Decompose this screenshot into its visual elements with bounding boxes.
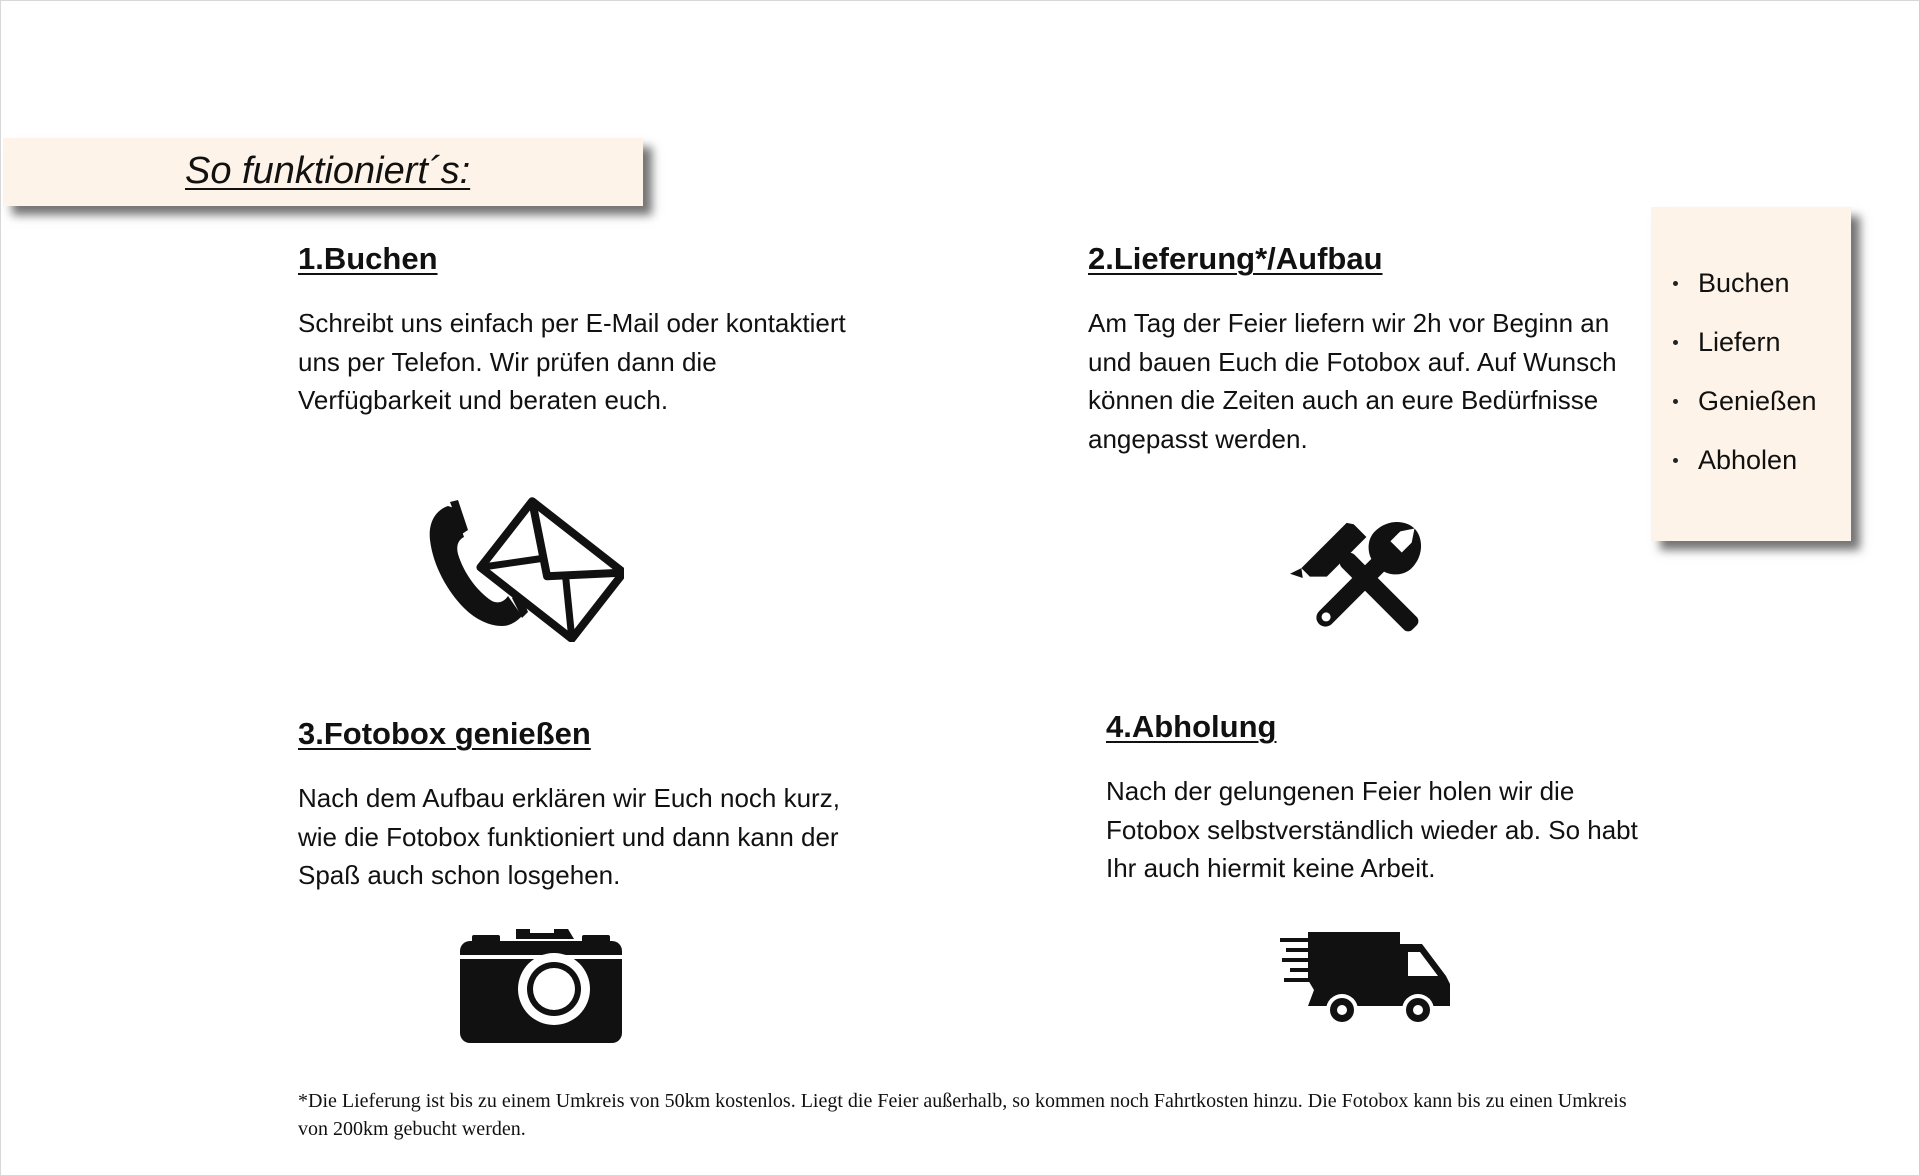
phone-mail-icon	[424, 492, 624, 642]
tools-icon	[1290, 503, 1440, 653]
step-fotobox-geniessen	[298, 716, 858, 895]
step-description: Nach dem Aufbau erklären wir Euch noch kurz, wie die Fotobox funktioniert und dann kann der Spaß auch schon losgehen.	[298, 783, 840, 890]
step-heading: 2.Lieferung*/Aufbau	[1088, 241, 1383, 276]
truck-icon	[1280, 930, 1450, 1030]
title-banner	[3, 138, 643, 206]
steps-summary-list	[1671, 254, 1817, 490]
steps-summary-box	[1651, 207, 1851, 541]
step-buchen	[298, 241, 858, 420]
step-abholung	[1106, 709, 1666, 888]
delivery-footnote: *Die Lieferung ist bis zu einem Umkreis von 50km kostenlos. Liegt die Feier außerhalb, so kommen noch Fahrtkosten hinzu. Die Fotobox kann bis zu einen Umkreis von 200km gebucht werden.	[298, 1090, 1627, 1140]
step-heading: 4.Abholung	[1106, 709, 1277, 744]
page-title: So funktioniert´s:	[185, 150, 471, 192]
step-heading: 1.Buchen	[298, 241, 438, 276]
step-heading: 3.Fotobox genießen	[298, 716, 591, 751]
step-lieferung	[1088, 241, 1648, 458]
summary-item-abholen: Abholen	[1671, 431, 1817, 490]
summary-item-liefern: Liefern	[1671, 313, 1817, 372]
step-description: Am Tag der Feier liefern wir 2h vor Beginn an und bauen Euch die Fotobox auf. Auf Wunsch können die Zeiten auch an eure Bedürfnisse angepasst werden.	[1088, 308, 1617, 454]
step-description: Nach der gelungenen Feier holen wir die Fotobox selbstverständlich wieder ab. So habt Ihr auch hiermit keine Arbeit.	[1106, 776, 1638, 883]
step-description: Schreibt uns einfach per E-Mail oder kontaktiert uns per Telefon. Wir prüfen dann die Verfügbarkeit und beraten euch.	[298, 308, 846, 415]
camera-icon	[458, 925, 624, 1045]
summary-item-buchen: Buchen	[1671, 254, 1817, 313]
summary-item-geniessen: Genießen	[1671, 372, 1817, 431]
